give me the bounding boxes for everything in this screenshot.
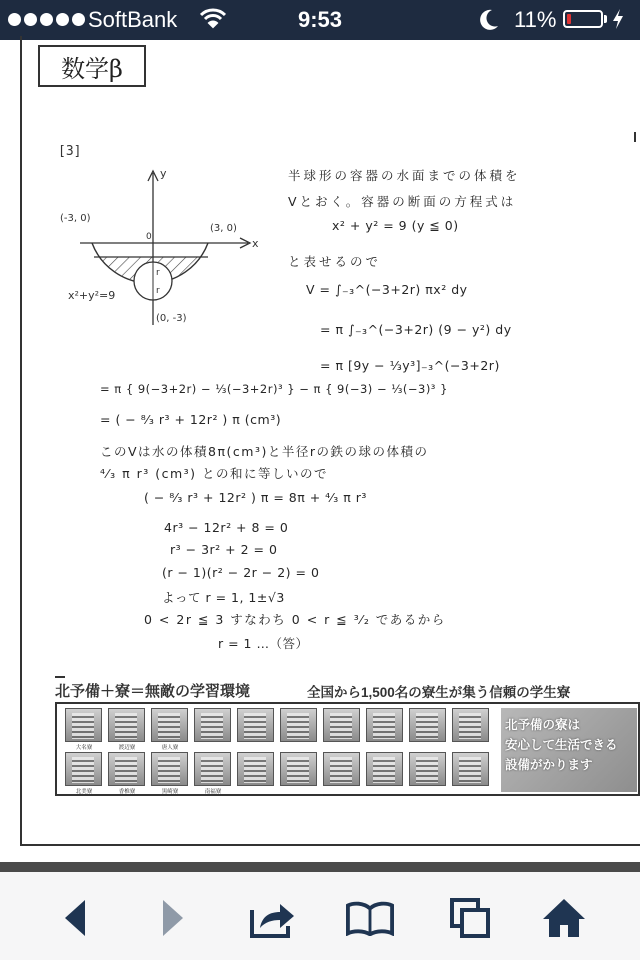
dorm-photo xyxy=(366,752,403,786)
dorm-label: 大名寮 xyxy=(75,745,93,751)
dorm-label: 黒崎寮 xyxy=(161,789,179,795)
bookmarks-icon xyxy=(346,900,394,936)
dorm-label: 渡辺寮 xyxy=(118,745,136,751)
battery-tip xyxy=(604,15,607,23)
home-button[interactable] xyxy=(540,894,588,942)
ad-header xyxy=(55,678,640,700)
solution-line: x² + y² = 9 (y ≦ 0) xyxy=(332,218,459,233)
dorm-label: 唐人寮 xyxy=(161,745,179,751)
ad-headline: 北予備＋寮＝無敵の学習環境 xyxy=(55,683,251,700)
dorm-photo xyxy=(366,708,403,742)
solution-line: r³ − 3r² + 2 = 0 xyxy=(170,542,278,557)
page-edge-mark xyxy=(634,132,636,142)
dorm-label: 北美寮 xyxy=(75,789,93,795)
answer-line: r = 1 …（答） xyxy=(218,636,309,651)
ad-slogan xyxy=(501,708,637,792)
battery-percent: 11% xyxy=(514,7,557,32)
advertisement-banner[interactable] xyxy=(55,678,640,793)
clock: 9:53 xyxy=(297,7,343,32)
status-bar xyxy=(0,0,640,40)
dorm-photo xyxy=(323,752,360,786)
share-button[interactable] xyxy=(248,894,296,942)
battery-level-fill xyxy=(567,14,571,24)
forward-arrow-icon xyxy=(157,898,187,938)
solution-line: 0 < 2r ≦ 3 すなわち 0 < r ≦ ³⁄₂ であるから xyxy=(144,612,446,627)
dorm-photo xyxy=(194,752,231,786)
document-page[interactable] xyxy=(0,40,640,862)
circle-equation-label: x²+y²=9 xyxy=(68,289,116,302)
solution-line: と表せるので xyxy=(288,254,382,269)
right-point-label: (3, 0) xyxy=(210,223,237,234)
dorm-photo xyxy=(280,752,317,786)
solution-line: ⁴⁄₃ π r³ (cm³) との和に等しいので xyxy=(100,466,328,481)
solution-line: = π { 9(−3+2r) − ⅓(−3+2r)³ } − π { 9(−3) − ⅓(−3)³ } xyxy=(100,382,448,396)
share-icon xyxy=(248,898,296,938)
radius-label-lower: r xyxy=(156,286,160,296)
origin-label: 0 xyxy=(146,232,152,242)
dorm-photo xyxy=(151,708,188,742)
ad-slogan-line: 設備がかります xyxy=(505,758,593,772)
solution-line: ( − ⁸⁄₃ r³ + 12r² ) π = 8π + ⁴⁄₃ π r³ xyxy=(144,490,367,505)
dorm-photo xyxy=(280,708,317,742)
dorm-photo xyxy=(108,752,145,786)
tabs-icon xyxy=(449,897,491,939)
dorm-photo xyxy=(65,708,102,742)
dorm-photo xyxy=(409,708,446,742)
solution-line: Vとおく。容器の断面の方程式は xyxy=(288,194,517,209)
ad-slogan-line: 北予備の寮は xyxy=(505,718,581,732)
ad-slogan-line: 安心して生活できる xyxy=(505,738,618,752)
question-number: [3] xyxy=(58,144,82,159)
dorm-label: 香椎寮 xyxy=(118,789,136,795)
moon-icon xyxy=(478,8,500,32)
left-point-label: (-3, 0) xyxy=(60,213,91,224)
solution-line: = π [9y − ⅓y³]₋₃^(−3+2r) xyxy=(320,358,500,373)
hemisphere-diagram xyxy=(50,155,270,335)
dorm-photo xyxy=(452,708,489,742)
document-title: 数学β xyxy=(38,45,146,87)
ad-subheadline: 全国から1,500名の寮生が集う信頼の学生寮 xyxy=(307,685,571,700)
dorm-photo xyxy=(452,752,489,786)
radius-label-upper: r xyxy=(156,268,160,278)
dorm-label: 南福寮 xyxy=(204,789,222,795)
dorm-photo xyxy=(409,752,446,786)
dorm-photo xyxy=(108,708,145,742)
solution-line: よって r = 1, 1±√3 xyxy=(162,590,285,605)
solution-line: (r − 1)(r² − 2r − 2) = 0 xyxy=(162,565,320,580)
back-button[interactable] xyxy=(52,894,100,942)
dorm-photo xyxy=(65,752,102,786)
carrier-name: SoftBank xyxy=(88,7,178,32)
forward-button[interactable] xyxy=(148,894,196,942)
back-arrow-icon xyxy=(61,898,91,938)
solution-line: V = ∫₋₃^(−3+2r) πx² dy xyxy=(306,282,468,297)
battery-icon xyxy=(563,10,603,28)
toolbar-separator xyxy=(0,862,640,872)
solution-line: 半球形の容器の水面までの体積を xyxy=(288,168,521,183)
bookmarks-button[interactable] xyxy=(346,894,394,942)
bottom-point-label: (0, -3) xyxy=(156,313,187,324)
tabs-button[interactable] xyxy=(446,894,494,942)
solution-line: このVは水の体積8π(cm³)と半径rの鉄の球の体積の xyxy=(100,444,429,459)
dorm-photo xyxy=(194,708,231,742)
dorm-photo xyxy=(323,708,360,742)
dorm-photo xyxy=(237,708,274,742)
dorm-photo xyxy=(151,752,188,786)
solution-line: = ( − ⁸⁄₃ r³ + 12r² ) π (cm³) xyxy=(100,412,282,427)
y-axis-label: y xyxy=(160,167,167,180)
home-icon xyxy=(541,897,587,939)
solution-line: = π ∫₋₃^(−3+2r) (9 − y²) dy xyxy=(320,322,512,337)
dorm-photo xyxy=(237,752,274,786)
charging-icon xyxy=(612,8,624,30)
ad-frame xyxy=(55,702,640,796)
x-axis-label: x xyxy=(252,237,259,250)
browser-toolbar xyxy=(0,872,640,960)
solution-line: 4r³ − 12r² + 8 = 0 xyxy=(164,520,289,535)
